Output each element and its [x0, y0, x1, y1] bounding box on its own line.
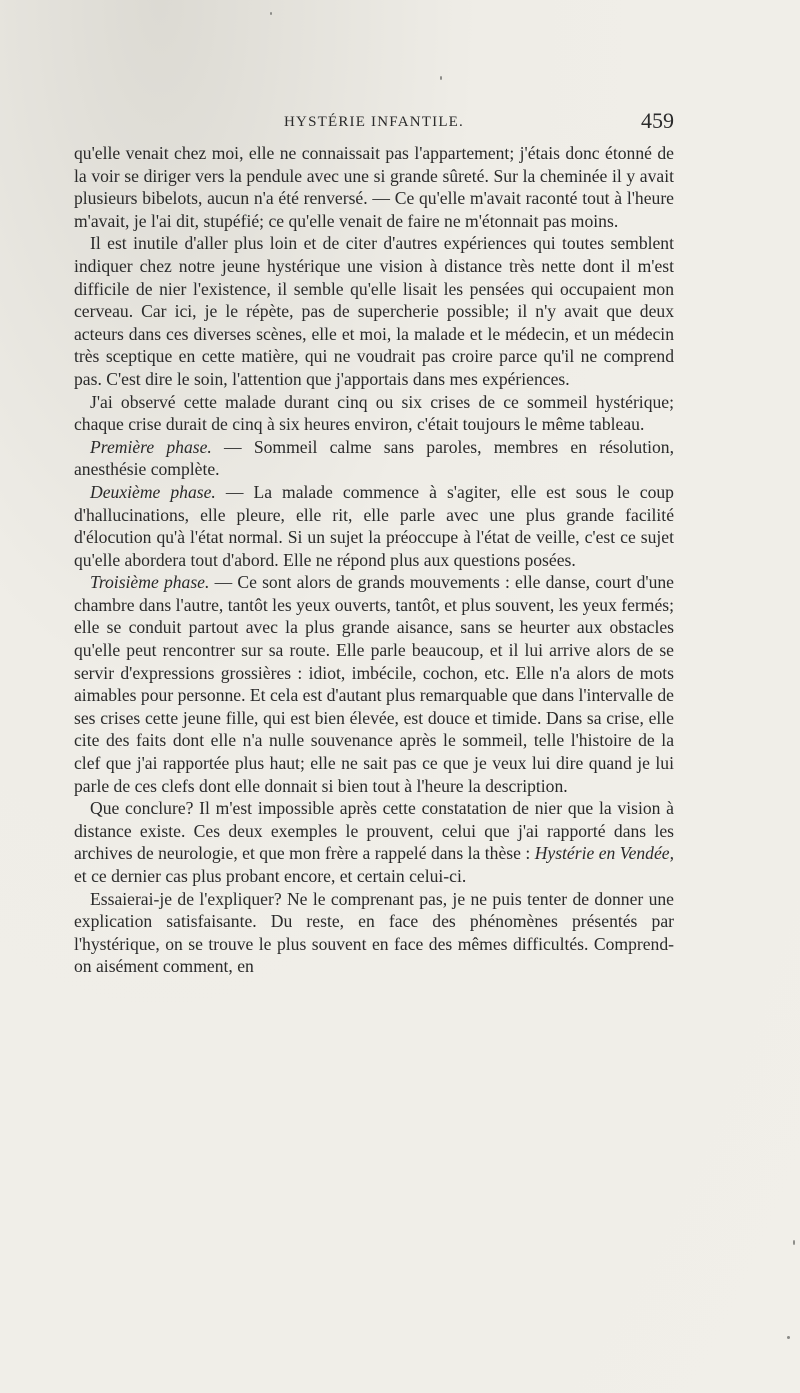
- thesis-title: Hystérie en Vendée,: [534, 843, 674, 864]
- paragraph-deuxieme-phase: [74, 481, 674, 571]
- phase-text-1: — Sommeil calme sans paroles, membres en résolution, anesthésie complète.: [74, 436, 674, 480]
- paragraph-conclusion: [74, 797, 674, 887]
- phase-text-3: — Ce sont alors de grands mouvements : elle danse, court d'une chambre dans l'autre, tantôt les yeux ouverts, tantôt, et plus souvent, les yeux fermés; elle se conduit partout avec la plus grande aisance, sans se heurter aux obstacles qu'elle peut rencontrer sur sa route. Elle parle beaucoup, et il lui arrive alors de se servir d'expressions grossières : idiot, imbécile, cochon, etc. Elle n'a alors de mots aimables pour personne. Et cela est d'autant plus remarquable que dans l'intervalle de ses crises cette jeune fille, qui est bien élevée, est douce et timide. Dans sa crise, elle cite des faits dont elle n'a nulle souvenance après le sommeil, telle l'histoire de la clef que j'ai rapportée plus haut; elle ne sait pas ce que je veux lui dire quand je lui parle de ces clefs dont elle donnait si bien tout à l'heure la description.: [74, 572, 674, 796]
- body-text: [74, 142, 674, 978]
- page-number: 459: [641, 108, 674, 133]
- scan-speck: [440, 76, 442, 80]
- running-title: HYSTÉRIE INFANTILE.: [284, 114, 464, 130]
- paragraph-explication: Essaierai-je de l'expliquer? Ne le comprenant pas, je ne puis tenter de donner une explication satisfaisante. Du reste, en face des phénomènes présentés par l'hystérique, on se trouve le plus souvent en face des mêmes difficultés. Comprend-on aisément comment, en: [74, 888, 674, 977]
- phase-heading-3: Troisième phase.: [90, 572, 210, 593]
- phase-heading-1: Première phase.: [90, 436, 212, 457]
- conclusion-text-a: Que conclure? Il m'est impossible après cette constatation de nier que la vision à distance existe. Ces deux exemples le prouvent, celui que j'ai rapporté dans les archives de neurologie, et que mon frère a rappelé dans la thèse :: [74, 798, 674, 864]
- paragraph-2: Il est inutile d'aller plus loin et de citer d'autres expériences qui toutes semblent indiquer chez notre jeune hystérique une vision à distance très nette dont il m'est difficile de nier l'existence, il semble qu'elle lisait les pensées qui occupaient mon cerveau. Car ici, je le répète, pas de supercherie possible; il n'y avait que deux acteurs dans ces diverses scènes, elle et moi, la malade et le médecin, et un médecin très sceptique en cette matière, qui ne voudrait pas croire parce qu'il ne comprend pas. C'est dire le soin, l'attention que j'apportais dans mes expériences.: [74, 233, 674, 389]
- scan-speck: [793, 1240, 795, 1245]
- paragraph-3: J'ai observé cette malade durant cinq ou six crises de ce sommeil hystérique; chaque crise durait de cinq à six heures environ, c'était toujours le même tableau.: [74, 391, 674, 435]
- scan-speck: [787, 1336, 790, 1339]
- phase-heading-2: Deuxième phase.: [90, 481, 216, 502]
- paragraph-troisieme-phase: [74, 571, 674, 797]
- paragraph-1: qu'elle venait chez moi, elle ne connaissait pas l'appartement; j'étais donc étonné de la voir se diriger vers la pendule avec une si grande sûreté. Sur la cheminée il y avait plusieurs bibelots, aucun n'a été renversé. — Ce qu'elle m'avait raconté tout à l'heure m'avait, je l'ai dit, stupéfié; ce qu'elle venait de faire ne m'étonnait pas moins.: [74, 143, 674, 231]
- page-header: [74, 108, 674, 136]
- paragraph-premiere-phase: [74, 436, 674, 481]
- scan-speck: [270, 12, 272, 15]
- phase-text-2: — La malade commence à s'agiter, elle est sous le coup d'hallucinations, elle pleure, elle rit, elle parle avec une plus grande facilité d'élocution qu'à l'état normal. Si un sujet la préoccupe à l'état de veille, c'est ce sujet qu'elle abordera tout d'abord. Elle ne répond plus aux questions posées.: [74, 481, 674, 570]
- conclusion-text-b: et ce dernier cas plus probant encore, et certain celui-ci.: [74, 866, 467, 886]
